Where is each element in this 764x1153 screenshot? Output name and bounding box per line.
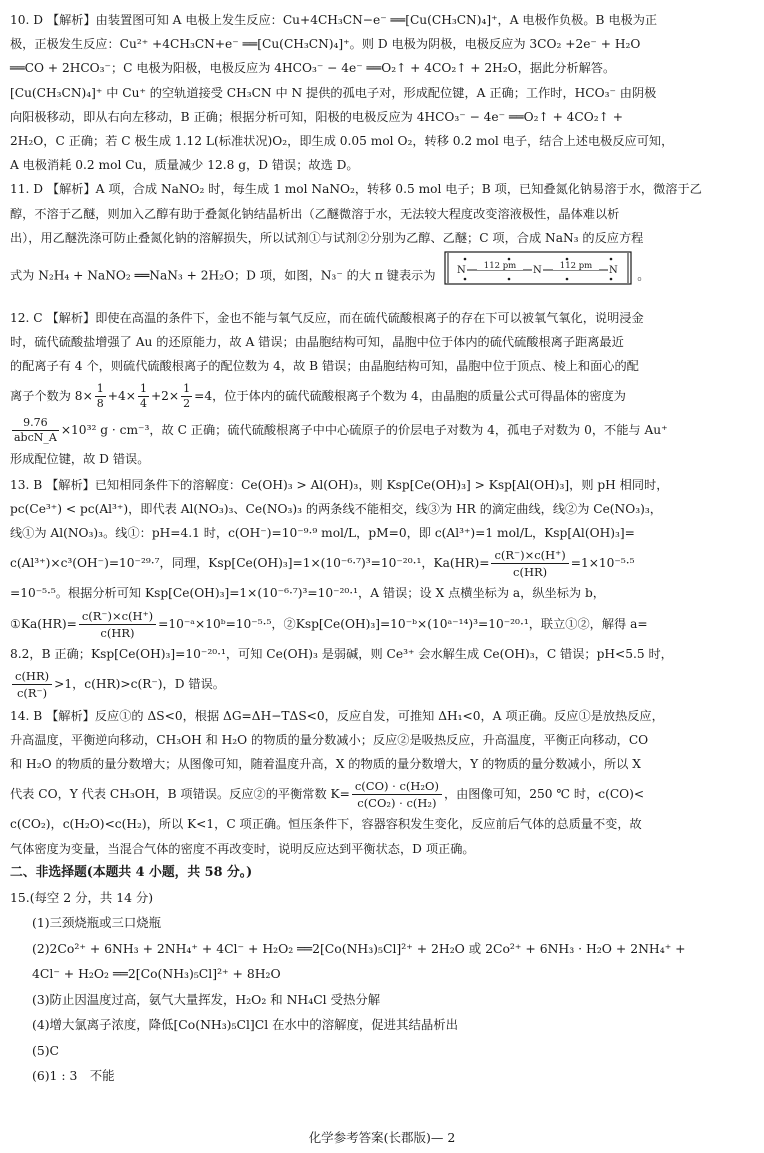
q12-line: 形成配位键，故 D 错误。 (10, 451, 150, 466)
q14-line: 升高温度，平衡逆向移动，CH₃OH 和 H₂O 的物质的量分数减小；反应②是吸热反应，升高温度，平衡正向移动，CO (10, 733, 649, 748)
q12-line: 的配离子有 4 个，则硫代硫酸根离子的配位数为 4，故 B 错误；由晶胞结构可知，晶胞中位于顶点、棱上和面心的配 (10, 359, 639, 374)
q10-line: 向阳极移动，即从右向左移动，B 正确；根据分析可知，阳极的电极反应为 4HCO₃⁻ − 4e⁻ ══O₂↑ + 4CO₂↑ + (10, 109, 623, 124)
fraction (352, 778, 442, 811)
q10-line: ══CO + 2HCO₃⁻；C 电极为阳极，电极反应为 4HCO₃⁻ − 4e⁻ ══O₂↑ + 4CO₂↑ + 2H₂O，据此分析解答。 (10, 61, 616, 76)
q12-text: +4× (107, 388, 136, 403)
svg-text:N: N (609, 265, 619, 277)
q13-line: 线①为 Al(NO₃)₃。线①：pH=4.1 时，c(OH⁻)=10⁻⁹·⁹ mol/L，pM=0，即 c(Al³⁺)=1 mol/L，Ksp[Al(OH)₃]= (10, 526, 635, 541)
q15-answer: (3)防止因温度过高，氨气大量挥发，H₂O₂ 和 NH₄Cl 受热分解 (32, 991, 381, 1007)
fraction (138, 382, 149, 411)
numerator: 1 (139, 381, 147, 395)
q15-answer: (4)增大氯离子浓度，降低[Co(NH₃)₅Cl]Cl 在水中的溶解度，促进其结晶析出 (32, 1017, 459, 1033)
q14-line: 气体密度为变量，当混合气体的密度不再改变时，说明反应达到平衡状态，D 项正确。 (10, 841, 475, 856)
numerator: 9.76 (12, 416, 59, 431)
q15-answer: (2)2Co²⁺ + 6NH₃ + 2NH₄⁺ + 4Cl⁻ + H₂O₂ ══2[Co(NH₃)₅Cl]²⁺ + 2H₂O 或 2Co²⁺ + 6NH₃ · H₂O + 2NH₄⁺ + (32, 940, 686, 956)
q15-heading: 15.(每空 2 分，共 14 分) (10, 889, 154, 905)
q11-line (10, 250, 752, 302)
q13-line (10, 545, 752, 581)
bond-length-label: 112 pm (560, 261, 593, 272)
q13-line: =10⁻⁵·⁵。根据分析可知 Ksp[Ce(OH)₃]=1×(10⁻⁶·⁷)³=10⁻²⁰·¹，A 错误；设 X 点横坐标为 a，纵坐标为 b， (10, 586, 605, 601)
fraction (491, 547, 568, 580)
numerator: c(R⁻)×c(H⁺) (491, 547, 568, 564)
q12-line (10, 379, 752, 413)
bond-length-label: 112 pm (484, 261, 517, 272)
q13-text: ①Ka(HR)= (10, 616, 77, 631)
q12-text: =4，位于体内的硫代硫酸根离子个数为 4，由晶胞的质量公式可得晶体的密度为 (194, 388, 626, 403)
q13-text: =10⁻ᵃ×10ᵇ=10⁻⁵·⁵，②Ksp[Ce(OH)₃]=10⁻ᵇ×(10ᵃ⁻¹⁴)³=10⁻²⁰·¹，联立①②，解得 a= (158, 616, 648, 631)
numerator: 1 (183, 381, 191, 395)
numerator: c(HR) (12, 668, 52, 685)
q12-line: 时，硫代硫酸盐增强了 Au 的还原能力，故 A 错误；由晶胞结构可知，晶胞中位于体内的硫代硫酸根离子距离最近 (10, 335, 624, 350)
q13-text: c(Al³⁺)×c³(OH⁻)=10⁻²⁹·⁷，同理，Ksp[Ce(OH)₃]=1×(10⁻⁶·⁷)³=10⁻²⁰·¹，Ka(HR)= (10, 556, 490, 571)
numerator: 1 (96, 381, 104, 395)
q13-line (10, 666, 752, 702)
answer-q12 (10, 306, 752, 471)
q10-line: 2H₂O，C 正确；若 C 极生成 1.12 L(标准状况)O₂，即生成 0.05 mol O₂，转移 0.2 mol 电子，结合上述电极反应可知， (10, 134, 674, 149)
q12-text: +2× (150, 388, 180, 403)
q12-line (10, 413, 752, 447)
q13-line: 13. B 【解析】已知相同条件下的溶解度：Ce(OH)₃ > Al(OH)₃，则 Ksp[Ce(OH)₃] > Ksp[Al(OH)₃]，则 pH 相同时， (10, 477, 669, 492)
q13-line: 8.2，B 正确；Ksp[Ce(OH)₃]=10⁻²⁰·¹，可知 Ce(OH)₃ 是弱碱，则 Ce³⁺ 会水解生成 Ce(OH)₃，C 错误；pH<5.5 时， (10, 646, 673, 661)
denominator: abcN_A (14, 430, 57, 444)
denominator: c(HR) (100, 625, 135, 640)
q15-answer: (1)三颈烧瓶或三口烧瓶 (32, 915, 162, 931)
answer-q13 (10, 473, 752, 702)
q12-text: 离子个数为 8× (10, 388, 93, 403)
q11-line: 出），用乙醚洗涤可防止叠氮化钠的溶解损失，所以试剂①与试剂②分别为乙醇、乙醚；C 项，合成 NaN₃ 的反应方程 (10, 230, 644, 245)
answer-q11 (10, 177, 752, 302)
numerator: c(R⁻)×c(H⁺) (79, 608, 156, 625)
q13-text: =1×10⁻⁵·⁵ (570, 556, 635, 571)
fraction (12, 668, 52, 701)
denominator: c(HR) (513, 565, 548, 580)
q10-line: 10. D 【解析】由装置图可知 A 电极上发生反应：Cu+4CH₃CN−e⁻ ══[Cu(CH₃CN)₄]⁺，A 电极作负极。B 电极为正 (10, 13, 658, 27)
q12-text: ×10³² g · cm⁻³，故 C 正确；硫代硫酸根离子中中心硫原子的价层电子对数为 4，孤电子对数为 0，不能与 Au⁺ (60, 422, 668, 437)
fraction (181, 382, 192, 411)
pi-bond-diagram (443, 250, 633, 302)
answer-q10 (10, 8, 752, 177)
q14-line: c(CO₂)，c(H₂O)<c(H₂)，所以 K<1，C 项正确。恒压条件下，容器容积发生变化，反应前后气体的总质量不变，故 (10, 817, 642, 832)
denominator: c(CO₂) · c(H₂) (357, 796, 437, 811)
q11-text: 式为 N₂H₄ + NaNO₂ ══NaN₃ + 2H₂O；D 项，如图，N₃⁻ 的大 π 键表示为 (10, 268, 436, 283)
q11-line: 醇，不溶于乙醚，则加入乙醇有助于叠氮化钠结晶析出（乙醚微溶于水，无法较大程度改变溶液极性，晶体难以析 (10, 206, 620, 221)
q13-line: pc(Ce³⁺) < pc(Al³⁺)，即代表 Al(NO₃)₃、Ce(NO₃)₃ 的两条线不能相交，线③为 HR 的滴定曲线，线②为 Ce(NO₃)₃， (10, 502, 662, 517)
q15-answer: 4Cl⁻ + H₂O₂ ══2[Co(NH₃)₅Cl]²⁺ + 8H₂O (32, 966, 281, 982)
svg-text:N: N (457, 265, 467, 277)
numerator: c(CO) · c(H₂O) (352, 778, 442, 795)
pi-bond-svg (443, 250, 633, 286)
fraction (95, 382, 106, 411)
denominator: 4 (139, 396, 147, 410)
q15-answer: (5)C (32, 1042, 60, 1058)
q10-line: [Cu(CH₃CN)₄]⁺ 中 Cu⁺ 的空轨道接受 CH₃CN 中 N 提供的孤电子对，形成配位键，A 正确；工作时，HCO₃⁻ 由阴极 (10, 85, 657, 100)
answer-q15 (10, 885, 752, 1089)
q13-text: >1，c(HR)>c(R⁻)，D 错误。 (54, 676, 225, 691)
denominator: 8 (96, 396, 104, 410)
q10-line: A 电极消耗 0.2 mol Cu，质量减少 12.8 g，D 错误；故选 D。 (10, 158, 359, 173)
answer-q14 (10, 704, 752, 861)
q14-text: ，由图像可知，250 ℃ 时，c(CO)< (443, 787, 645, 802)
section-heading: 二、非选择题(本题共 4 小题，共 58 分。) (10, 864, 253, 880)
q14-line: 14. B 【解析】反应①的 ΔS<0，根据 ΔG=ΔH−TΔS<0，反应自发，可推知 ΔH₁<0，A 项正确。反应①是放热反应， (10, 708, 664, 723)
q10-line: 极，正极发生反应：Cu²⁺ +4CH₃CN+e⁻ ══[Cu(CH₃CN)₄]⁺。则 D 电极为阴极，电极反应为 3CO₂ +2e⁻ + H₂O (10, 37, 641, 52)
page-footer: 化学参考答案(长郡版)— 2 (308, 1130, 456, 1145)
q14-line (10, 776, 752, 812)
q11-line: 11. D 【解析】A 项，合成 NaNO₂ 时，每生成 1 mol NaNO₂，转移 0.5 mol 电子；B 项，已知叠氮化钠易溶于水，微溶于乙 (10, 182, 702, 197)
fraction (79, 608, 156, 641)
q14-text: 代表 CO，Y 代表 CH₃OH，B 项错误。反应②的平衡常数 K= (10, 787, 350, 802)
q13-line (10, 606, 752, 642)
q15-answer: (6)1 : 3 不能 (32, 1068, 115, 1084)
q12-line: 12. C 【解析】即使在高温的条件下，金也不能与氧气反应，而在硫代硫酸根离子的存在下可以被氧气氧化，说明浸金 (10, 311, 644, 326)
denominator: c(R⁻) (16, 685, 48, 700)
denominator: 2 (183, 396, 191, 410)
q11-text: 。 (637, 268, 650, 283)
answer-page (10, 8, 752, 1089)
fraction (12, 416, 59, 445)
q14-line: 和 H₂O 的物质的量分数增大；从图像可知，随着温度升高，X 的物质的量分数增大，Y 的物质的量分数减小，所以 X (10, 757, 641, 772)
svg-text:N: N (533, 265, 543, 277)
